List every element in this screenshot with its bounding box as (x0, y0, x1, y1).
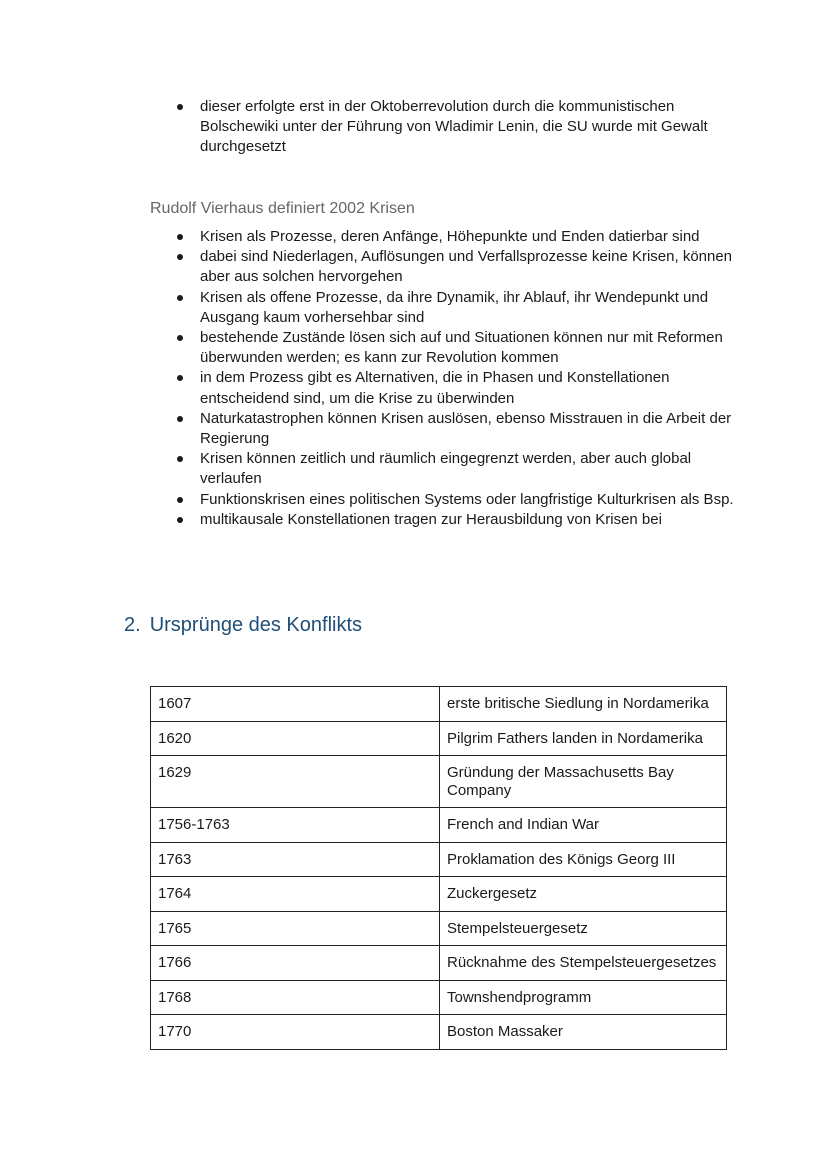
year-cell: 1756-1763 (151, 808, 440, 843)
timeline-table (150, 686, 727, 1050)
list-item: bestehende Zustände lösen sich auf und Situationen können nur mit Reformen überwunden werden; es kann zur Revolution kommen (176, 328, 736, 368)
event-cell: Boston Massaker (440, 1015, 727, 1050)
bullet-list-krisen (176, 227, 736, 530)
section-title: Ursprünge des Konflikts (149, 614, 363, 636)
year-cell: 1770 (151, 1015, 440, 1050)
event-cell: Gründung der Massachusetts Bay Company (440, 756, 727, 808)
list-item: Funktionskrisen eines politischen Systems oder langfristige Kulturkrisen als Bsp. (176, 490, 736, 510)
event-cell: Rücknahme des Stempelsteuergesetzes (440, 946, 727, 981)
year-cell: 1763 (151, 842, 440, 877)
event-cell: French and Indian War (440, 808, 727, 843)
event-cell: Pilgrim Fathers landen in Nordamerika (440, 721, 727, 756)
table-row (151, 877, 727, 912)
section-subheading: Rudolf Vierhaus definiert 2002 Krisen (150, 200, 415, 217)
table-row (151, 808, 727, 843)
list-item: multikausale Konstellationen tragen zur Herausbildung von Krisen bei (176, 510, 736, 530)
table-row (151, 946, 727, 981)
list-item: in dem Prozess gibt es Alternativen, die in Phasen und Konstellationen entscheidend sind, um die Krise zu überwinden (176, 368, 736, 408)
list-item: Krisen können zeitlich und räumlich eingegrenzt werden, aber auch global verlaufen (176, 449, 736, 489)
table-row (151, 842, 727, 877)
section-heading (124, 614, 362, 637)
list-item: dieser erfolgte erst in der Oktoberrevolution durch die kommunistischen Bolschewiki unter der Führung von Wladimir Lenin, die SU wurde mit Gewalt durchgesetzt (176, 97, 736, 158)
event-cell: Townshendprogramm (440, 980, 727, 1015)
year-cell: 1766 (151, 946, 440, 981)
list-item: Krisen als Prozesse, deren Anfänge, Höhepunkte und Enden datierbar sind (176, 227, 736, 247)
bullet-list-top (176, 97, 736, 158)
table-row (151, 687, 727, 722)
event-cell: erste britische Siedlung in Nordamerika (440, 687, 727, 722)
year-cell: 1768 (151, 980, 440, 1015)
event-cell: Stempelsteuergesetz (440, 911, 727, 946)
event-cell: Zuckergesetz (440, 877, 727, 912)
year-cell: 1620 (151, 721, 440, 756)
table-row (151, 721, 727, 756)
year-cell: 1764 (151, 877, 440, 912)
section-number: 2. (124, 614, 141, 636)
list-item: Naturkatastrophen können Krisen auslösen, ebenso Misstrauen in die Arbeit der Regierung (176, 409, 736, 449)
year-cell: 1629 (151, 756, 440, 808)
table-row (151, 911, 727, 946)
year-cell: 1607 (151, 687, 440, 722)
list-item: Krisen als offene Prozesse, da ihre Dynamik, ihr Ablauf, ihr Wendepunkt und Ausgang kaum vorhersehbar sind (176, 288, 736, 328)
year-cell: 1765 (151, 911, 440, 946)
table-row (151, 980, 727, 1015)
list-item: dabei sind Niederlagen, Auflösungen und Verfallsprozesse keine Krisen, können aber aus solchen hervorgehen (176, 247, 736, 287)
table-row (151, 756, 727, 808)
event-cell: Proklamation des Königs Georg III (440, 842, 727, 877)
table-row (151, 1015, 727, 1050)
